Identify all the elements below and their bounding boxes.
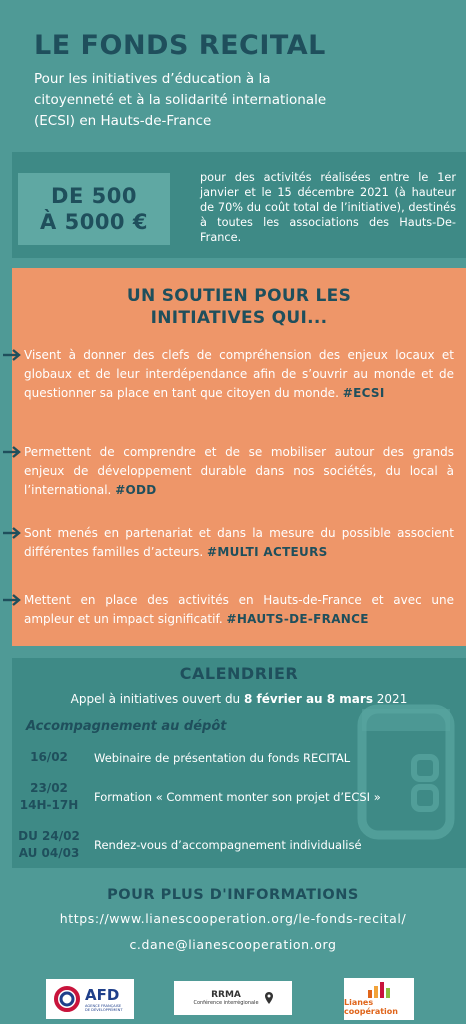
lianes-logo bbox=[344, 978, 414, 1020]
info-email-link[interactable]: c.dane@lianescooperation.org bbox=[129, 937, 337, 952]
bullet-body: Permettent de comprendre et de se mobiliser autour des grands enjeux de développement durable dans nos sociétés, du local à l’international. bbox=[24, 445, 454, 497]
afd-name: AFD bbox=[85, 986, 120, 1004]
subtitle-line: Pour les initiatives d’éducation à la bbox=[34, 71, 271, 87]
rrma-logo bbox=[174, 981, 292, 1015]
support-bullet bbox=[2, 443, 458, 500]
amount-max: À 5000 € bbox=[40, 210, 148, 234]
page-title: LE FONDS RECITAL bbox=[34, 30, 326, 61]
event-label: Formation « Comment monter son projet d’ECSI » bbox=[94, 790, 381, 804]
bullet-tag: #HAUTS-DE-FRANCE bbox=[226, 612, 369, 626]
info-title: POUR PLUS D'INFORMATIONS bbox=[107, 887, 359, 903]
calendar-intro-suffix: 2021 bbox=[372, 692, 408, 706]
afd-logo bbox=[46, 979, 134, 1019]
location-pin-icon bbox=[265, 989, 273, 1008]
calendar-subtitle: Accompagnement au dépôt bbox=[26, 719, 227, 734]
support-title-line: INITIATIVES QUI... bbox=[150, 308, 328, 328]
amount-description: pour des activités réalisées entre le 1er janvier et le 15 décembre 2021 (à hauteur de 70% du coût total de l’initiative), destinés à toutes les associations des Hauts-De-France. bbox=[200, 171, 456, 244]
event-date-line: 23/02 bbox=[30, 781, 68, 795]
bullet-body: Mettent en place des activités en Hauts-de-France et avec une ampleur et un impact significatif. bbox=[24, 593, 454, 626]
lianes-mark-icon bbox=[368, 982, 390, 998]
event-date-line: AU 04/03 bbox=[18, 846, 80, 860]
header bbox=[34, 30, 454, 132]
support-bullet bbox=[2, 524, 458, 562]
page-subtitle bbox=[34, 69, 454, 132]
subtitle-line: citoyenneté et à la solidarité internationale bbox=[34, 92, 327, 108]
support-title-line: UN SOUTIEN POUR LES bbox=[126, 286, 352, 306]
bullet-text bbox=[24, 524, 458, 562]
calendar-event bbox=[8, 780, 448, 814]
bullet-tag: #ODD bbox=[115, 483, 157, 497]
event-label: Webinaire de présentation du fonds RECITAL bbox=[94, 750, 351, 765]
amount-box bbox=[18, 173, 170, 245]
calendar-intro-dates: 8 février au 8 mars bbox=[243, 692, 373, 706]
support-title bbox=[12, 285, 466, 329]
event-date bbox=[8, 749, 90, 766]
calendar-title: CALENDRIER bbox=[179, 664, 299, 683]
bullet-text bbox=[24, 591, 458, 629]
event-date bbox=[8, 828, 90, 862]
calendar-intro bbox=[12, 692, 466, 706]
calendar-icon bbox=[352, 695, 456, 849]
bullet-tag: #ECSI bbox=[342, 386, 385, 400]
calendar-event bbox=[8, 828, 448, 862]
support-bullet bbox=[2, 591, 458, 629]
event-date-line: 14H-17H bbox=[19, 798, 79, 812]
subtitle-line: (ECSI) en Hauts-de-France bbox=[34, 113, 212, 129]
event-label: Rendez-vous d’accompagnement individualisé bbox=[94, 838, 362, 852]
lianes-name: Lianes coopération bbox=[344, 998, 398, 1016]
bullet-body: Visent à donner des clefs de compréhension des enjeux locaux et globaux et de leur interdépendance afin de s’ouvrir au monde et de questionner sa place en tant que citoyen du monde. bbox=[24, 348, 454, 400]
event-date bbox=[8, 780, 90, 814]
support-bullet bbox=[2, 346, 458, 403]
info-url-link[interactable]: https://www.lianescooperation.org/le-fonds-recital/ bbox=[59, 911, 407, 926]
bullet-tag: #MULTI ACTEURS bbox=[207, 545, 328, 559]
amount-min: DE 500 bbox=[51, 184, 137, 208]
calendar-event bbox=[8, 749, 448, 766]
arrow-right-icon bbox=[2, 445, 24, 459]
arrow-right-icon bbox=[2, 348, 24, 362]
event-date-line: DU 24/02 bbox=[18, 829, 80, 843]
bullet-text bbox=[24, 346, 458, 403]
arrow-right-icon bbox=[2, 526, 24, 540]
rrma-subtext: Conférence interrégionale bbox=[193, 1000, 259, 1006]
bullet-body: Sont menés en partenariat et dans la mesure du possible associent différentes familles d’acteurs. bbox=[24, 526, 454, 559]
afd-ring-icon bbox=[53, 985, 81, 1013]
arrow-right-icon bbox=[2, 593, 24, 607]
afd-subtext: AGENCE FRANÇAISE DE DÉVELOPPEMENT bbox=[85, 1004, 123, 1012]
event-date-line: 16/02 bbox=[30, 750, 68, 764]
bullet-text bbox=[24, 443, 458, 500]
calendar-intro-prefix: Appel à initiatives ouvert du bbox=[70, 692, 244, 706]
rrma-name: RRMA bbox=[211, 990, 241, 1000]
